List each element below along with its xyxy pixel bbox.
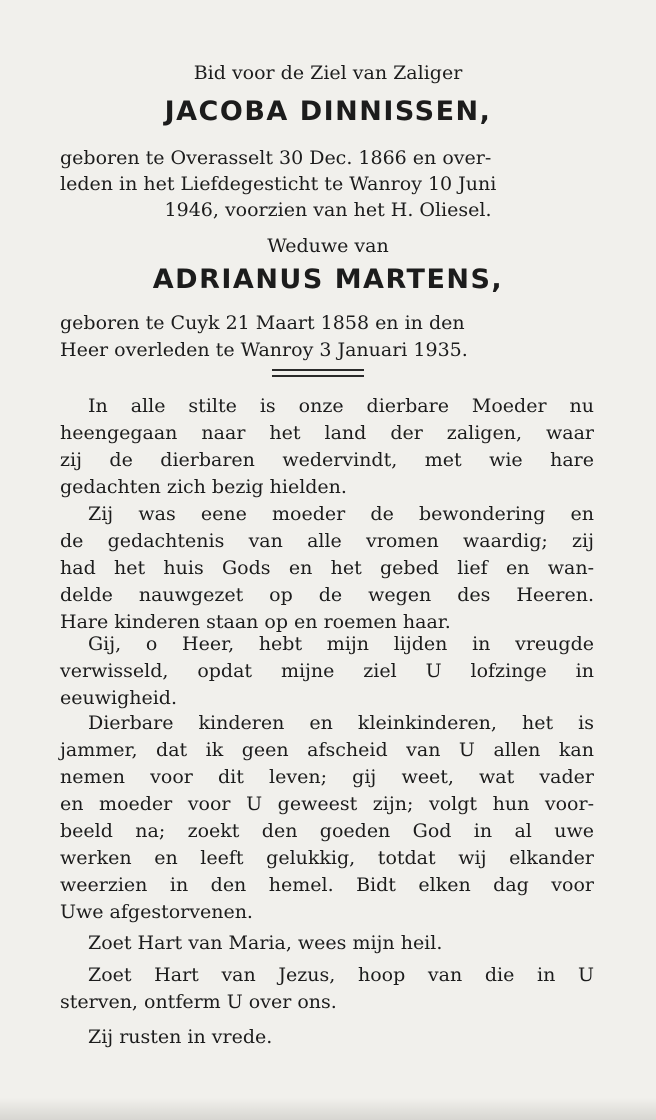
deceased-details-line: geboren te Overasselt 30 Dec. 1866 en over- [60,147,492,169]
spouse-details-line: geboren te Cuyk 21 Maart 1858 en in den [60,312,465,334]
body-line: Zij was eene moeder de bewondering en [88,503,594,525]
widow-of-line: Weduwe van [267,235,389,257]
body-line: Dierbare kinderen en kleinkinderen, het is [88,712,594,734]
divider-rule [272,369,364,371]
body-line: had het huis Gods en het gebed lief en wan- [60,557,594,579]
body-line: Gij, o Heer, hebt mijn lijden in vreugde [88,633,594,655]
body-line: Zij rusten in vrede. [88,1026,273,1048]
body-line: heengegaan naar het land der zaligen, waar [60,422,594,444]
prayer-line: Bid voor de Ziel van Zaliger [193,62,463,84]
body-line: werken en leeft gelukkig, totdat wij elkander [60,847,594,869]
divider-rule [272,375,364,377]
spouse-name: ADRIANUS MARTENS, [152,264,504,295]
body-line: Zoet Hart van Jezus, hoop van die in U [88,964,594,986]
body-line: beeld na; zoekt den goeden God in al uwe [60,820,594,842]
body-line: verwisseld, opdat mijne ziel U lofzinge in [60,660,594,682]
card-edge-shadow [0,1098,656,1120]
body-line: eeuwigheid. [60,687,177,709]
deceased-details-line: 1946, voorzien van het H. Oliesel. [164,199,492,221]
body-line: In alle stilte is onze dierbare Moeder nu [88,395,594,417]
body-line: en moeder voor U geweest zijn; volgt hun voor- [60,793,594,815]
body-line: gedachten zich bezig hielden. [60,476,347,498]
body-line: Hare kinderen staan op en roemen haar. [60,611,451,633]
body-line: weerzien in den hemel. Bidt elken dag voor [60,874,594,896]
body-line: Zoet Hart van Maria, wees mijn heil. [88,932,443,954]
body-line: nemen voor dit leven; gij weet, wat vader [60,766,594,788]
spouse-details-line: Heer overleden te Wanroy 3 Januari 1935. [60,339,468,361]
deceased-name: JACOBA DINNISSEN, [164,96,492,127]
deceased-details-line: leden in het Liefdegesticht te Wanroy 10 Juni [60,173,497,195]
body-line: delde nauwgezet op de wegen des Heeren. [60,584,594,606]
body-line: sterven, ontferm U over ons. [60,991,337,1013]
body-line: jammer, dat ik geen afscheid van U allen kan [60,739,594,761]
body-line: Uwe afgestorvenen. [60,901,253,923]
body-line: zij de dierbaren wedervindt, met wie hare [60,449,594,471]
body-line: de gedachtenis van alle vromen waardig; zij [60,530,594,552]
